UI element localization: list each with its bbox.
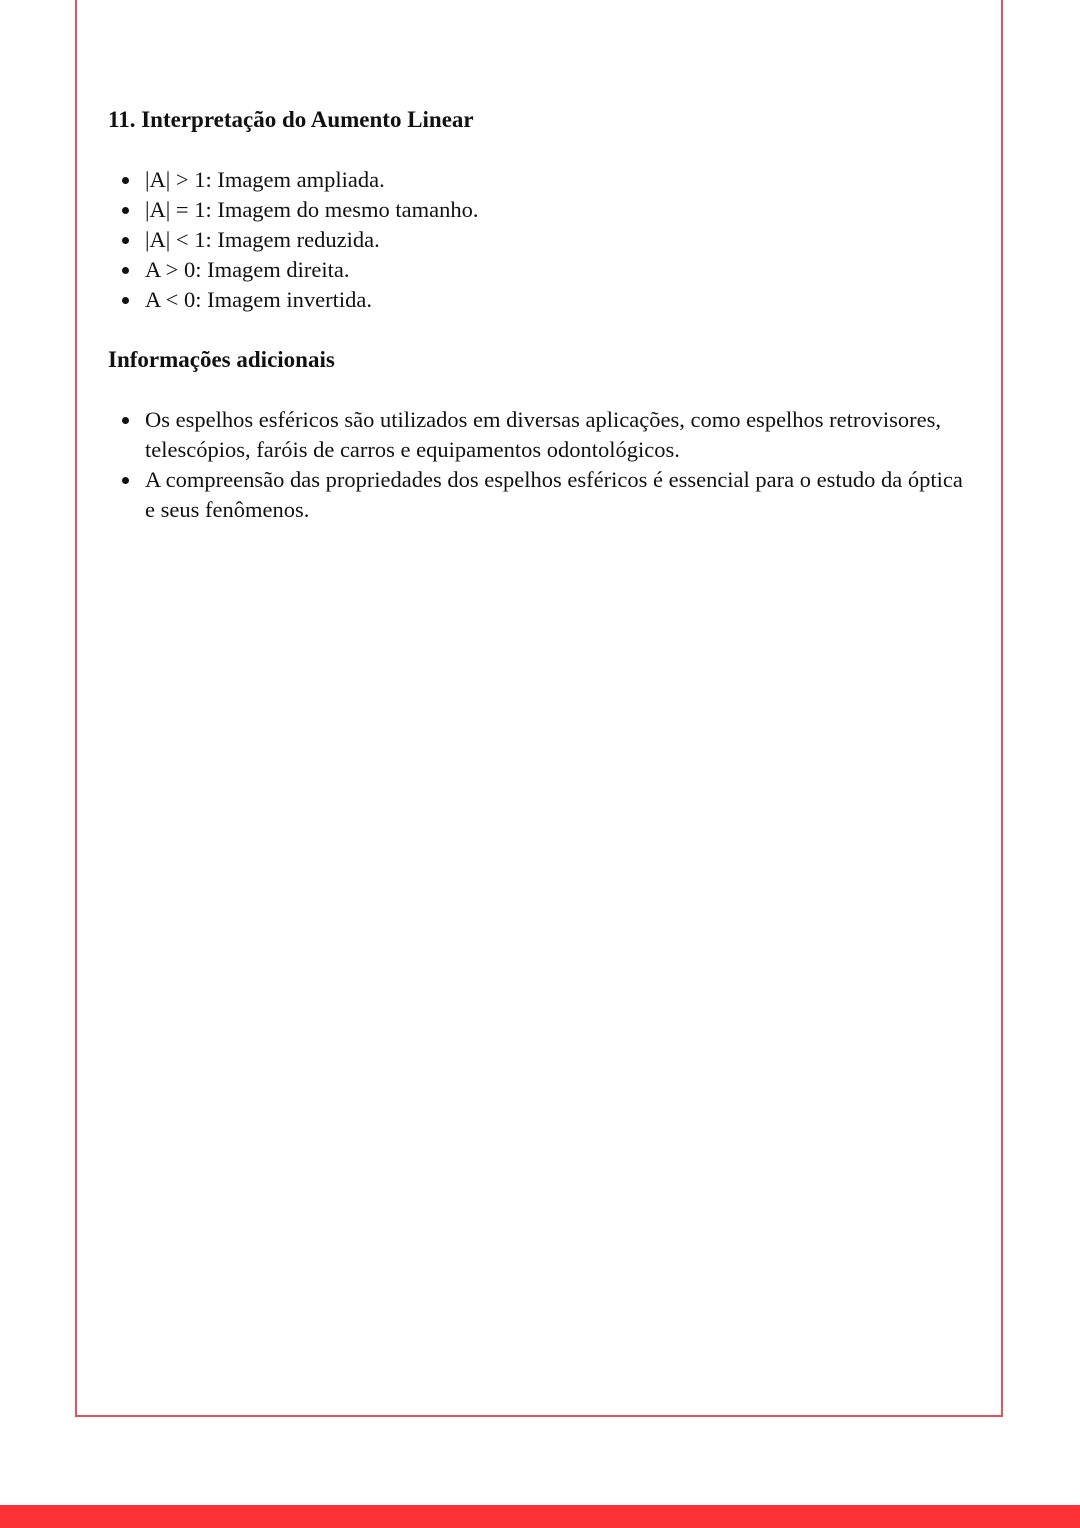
list-item: A < 0: Imagem invertida. [108, 285, 479, 315]
section-title: 11. Interpretação do Aumento Linear [108, 107, 474, 132]
additional-info-title: Informações adicionais [108, 347, 335, 372]
list-item: |A| > 1: Imagem ampliada. [108, 165, 479, 195]
magnification-list [108, 165, 479, 315]
list-item: A compreensão das propriedades dos espelhos esféricos é essencial para o estudo da óptica e seus fenômenos. [108, 465, 968, 525]
footer-bar [0, 1505, 1080, 1528]
additional-info-list [108, 405, 968, 525]
list-item: |A| = 1: Imagem do mesmo tamanho. [108, 195, 479, 225]
list-item: |A| < 1: Imagem reduzida. [108, 225, 479, 255]
list-item: A > 0: Imagem direita. [108, 255, 479, 285]
list-item: Os espelhos esféricos são utilizados em diversas aplicações, como espelhos retrovisores, telescópios, faróis de carros e equipamentos odontológicos. [108, 405, 968, 465]
